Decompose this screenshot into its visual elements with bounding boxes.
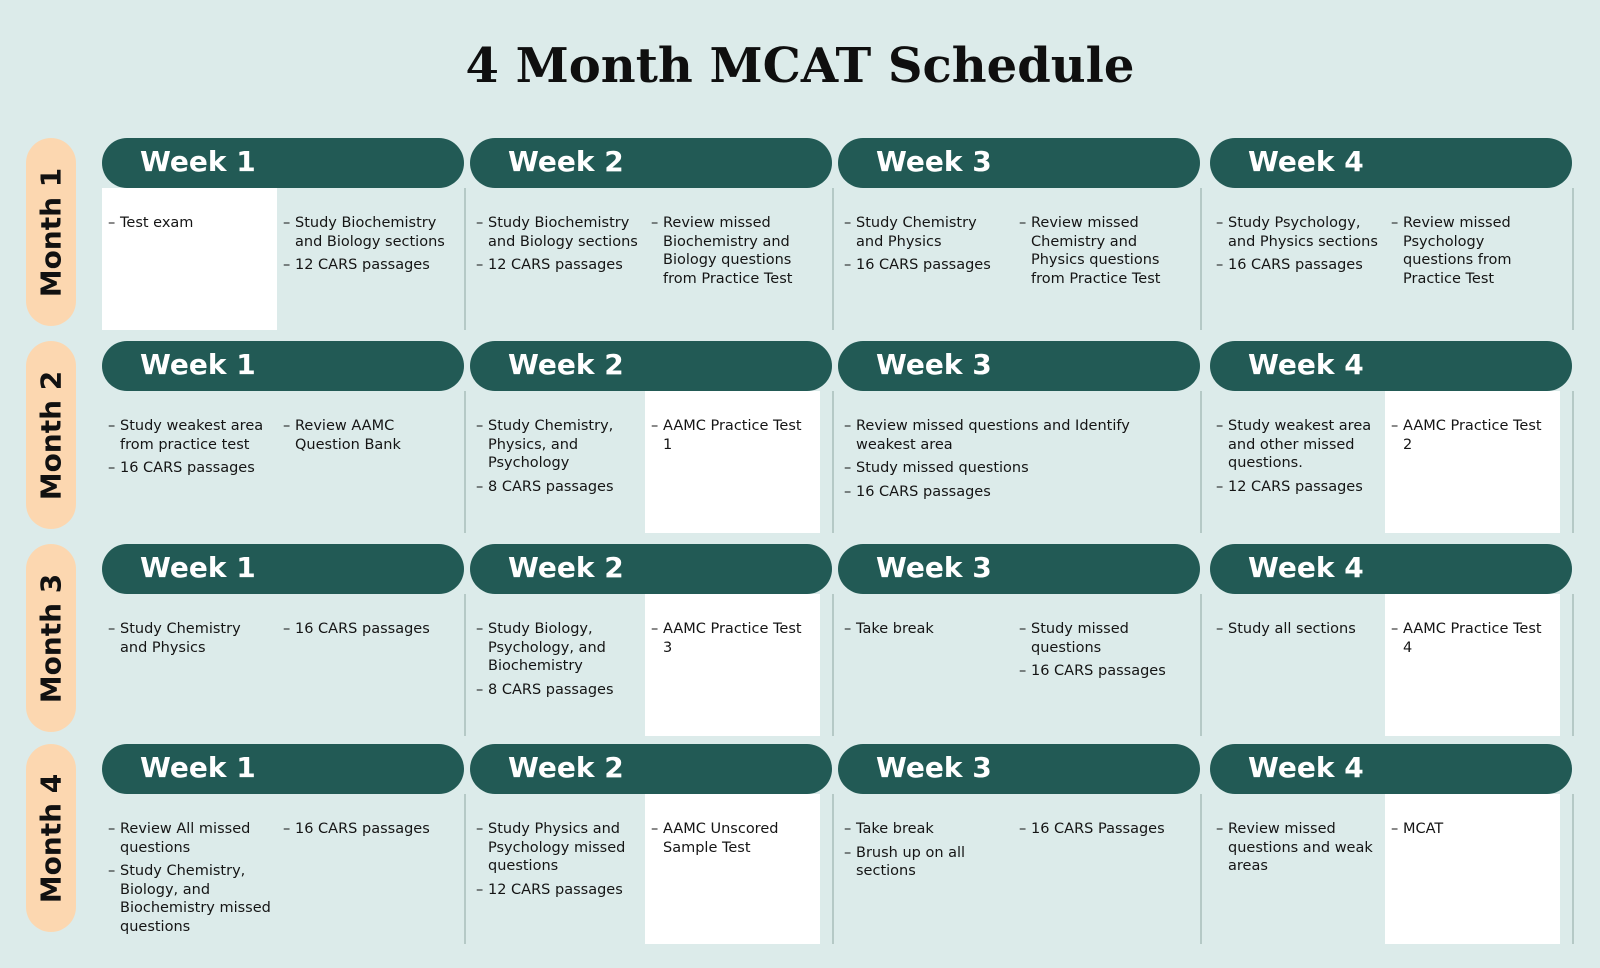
month-label-2 <box>26 341 76 529</box>
week-label: Week 1 <box>140 348 256 381</box>
week-block <box>102 138 464 273</box>
task-list <box>844 417 1194 501</box>
task-item: – Take break <box>844 820 1007 839</box>
month-label-text: Month 1 <box>34 167 68 297</box>
week-label: Week 3 <box>876 751 992 784</box>
week-label: Week 4 <box>1248 551 1364 584</box>
task-list <box>651 820 814 857</box>
week-body <box>470 188 834 330</box>
task-list <box>108 417 271 478</box>
week-label: Week 1 <box>140 145 256 178</box>
task-item: – Study Chemistry, Physics, and Psychology <box>476 417 639 473</box>
task-item: – 16 CARS passages <box>108 459 271 478</box>
task-column <box>277 391 452 533</box>
task-item: – Study Chemistry, Biology, and Biochemistry missed questions <box>108 862 271 936</box>
week-block <box>102 544 464 656</box>
task-list <box>651 417 814 454</box>
task-column <box>1013 594 1188 736</box>
week-block <box>470 744 832 898</box>
week-header <box>102 544 464 594</box>
task-column <box>102 794 277 944</box>
task-list <box>844 820 1007 881</box>
week-body <box>102 794 466 944</box>
task-list <box>1216 620 1379 639</box>
task-list <box>283 620 446 639</box>
week-block <box>838 341 1200 500</box>
task-item: – AAMC Practice Test 4 <box>1391 620 1554 657</box>
task-item: – 16 CARS passages <box>844 483 1194 502</box>
week-header <box>102 744 464 794</box>
task-column <box>470 794 645 944</box>
task-item: – 12 CARS passages <box>476 881 639 900</box>
week-block <box>102 341 464 476</box>
task-item: – Study Biology, Psychology, and Biochemistry <box>476 620 639 676</box>
highlighted-task-column <box>1385 594 1560 736</box>
month-label-text: Month 3 <box>34 573 68 703</box>
task-list <box>844 620 1007 639</box>
task-column <box>277 594 452 736</box>
task-column <box>1210 391 1385 533</box>
task-item: – 8 CARS passages <box>476 681 639 700</box>
task-list <box>1391 214 1554 288</box>
task-list <box>476 417 639 496</box>
task-list <box>1216 820 1379 876</box>
task-column <box>838 391 1200 533</box>
task-item: – AAMC Unscored Sample Test <box>651 820 814 857</box>
task-item: – Review All missed questions <box>108 820 271 857</box>
week-header <box>470 138 832 188</box>
task-column <box>1013 794 1188 944</box>
week-label: Week 4 <box>1248 145 1364 178</box>
task-item: – Study weakest area and other missed questions. <box>1216 417 1379 473</box>
week-body <box>1210 391 1574 533</box>
week-body <box>102 594 466 736</box>
week-block <box>102 744 464 935</box>
task-list <box>283 820 446 839</box>
week-label: Week 2 <box>508 751 624 784</box>
task-item: – Study weakest area from practice test <box>108 417 271 454</box>
highlighted-task-column <box>102 188 277 330</box>
task-column <box>1013 188 1188 330</box>
task-item: – 12 CARS passages <box>1216 478 1379 497</box>
task-list <box>476 820 639 899</box>
week-label: Week 2 <box>508 145 624 178</box>
task-item: – 16 CARS Passages <box>1019 820 1182 839</box>
task-item: – 12 CARS passages <box>476 256 639 275</box>
task-item: – Review missed Biochemistry and Biology questions from Practice Test <box>651 214 814 288</box>
task-list <box>476 214 639 275</box>
week-header <box>1210 138 1572 188</box>
task-item: – Study missed questions <box>844 459 1194 478</box>
task-item: – 16 CARS passages <box>1216 256 1379 275</box>
task-item: – Review missed questions and weak areas <box>1216 820 1379 876</box>
task-column <box>470 594 645 736</box>
task-column <box>838 188 1013 330</box>
task-list <box>108 620 271 657</box>
task-column <box>838 794 1013 944</box>
week-header <box>470 544 832 594</box>
week-header <box>838 341 1200 391</box>
week-label: Week 1 <box>140 751 256 784</box>
week-header <box>1210 744 1572 794</box>
task-list <box>1391 620 1554 657</box>
task-list <box>283 214 446 275</box>
task-item: – Study Physics and Psychology missed questions <box>476 820 639 876</box>
task-item: – AAMC Practice Test 3 <box>651 620 814 657</box>
task-item: – Review missed Chemistry and Physics questions from Practice Test <box>1019 214 1182 288</box>
task-column <box>1210 794 1385 944</box>
task-list <box>651 620 814 657</box>
task-list <box>108 820 271 936</box>
task-item: – AAMC Practice Test 1 <box>651 417 814 454</box>
month-label-3 <box>26 544 76 732</box>
task-list <box>1391 820 1554 839</box>
task-list <box>1019 620 1182 681</box>
week-header <box>470 341 832 391</box>
week-block <box>838 138 1200 287</box>
week-body <box>102 188 466 330</box>
highlighted-task-column <box>1385 391 1560 533</box>
task-item: – 8 CARS passages <box>476 478 639 497</box>
week-body <box>470 794 834 944</box>
week-block <box>838 744 1200 879</box>
task-item: – Review missed Psychology questions from Practice Test <box>1391 214 1554 288</box>
task-item: – Study Biochemistry and Biology sections <box>283 214 446 251</box>
task-item: – Review AAMC Question Bank <box>283 417 446 454</box>
task-item: – Study all sections <box>1216 620 1379 639</box>
month-label-text: Month 4 <box>34 773 68 903</box>
task-list <box>476 620 639 699</box>
task-column <box>470 391 645 533</box>
task-list <box>1019 214 1182 288</box>
month-label-4 <box>26 744 76 932</box>
week-label: Week 3 <box>876 551 992 584</box>
week-block <box>470 544 832 698</box>
week-header <box>838 744 1200 794</box>
task-item: – Study Biochemistry and Biology sections <box>476 214 639 251</box>
task-item: – Brush up on all sections <box>844 844 1007 881</box>
task-item: – 16 CARS passages <box>1019 662 1182 681</box>
task-column <box>277 188 452 330</box>
task-item: – Review missed questions and Identify weakest area <box>844 417 1194 454</box>
week-header <box>470 744 832 794</box>
week-header <box>102 341 464 391</box>
week-header <box>838 138 1200 188</box>
task-list <box>844 214 1007 275</box>
week-header <box>102 138 464 188</box>
month-label-1 <box>26 138 76 326</box>
week-block <box>470 341 832 495</box>
week-header <box>1210 544 1572 594</box>
highlighted-task-column <box>645 794 820 944</box>
week-label: Week 2 <box>508 348 624 381</box>
week-label: Week 2 <box>508 551 624 584</box>
week-block <box>838 544 1200 679</box>
task-column <box>838 594 1013 736</box>
week-block <box>1210 138 1572 287</box>
week-body <box>470 594 834 736</box>
task-column <box>1210 188 1385 330</box>
task-column <box>277 794 452 944</box>
week-body <box>1210 594 1574 736</box>
task-list <box>108 214 271 233</box>
week-block <box>1210 544 1572 656</box>
highlighted-task-column <box>1385 794 1560 944</box>
task-item: – Test exam <box>108 214 271 233</box>
week-header <box>838 544 1200 594</box>
task-column <box>102 391 277 533</box>
task-item: – MCAT <box>1391 820 1554 839</box>
week-label: Week 4 <box>1248 751 1364 784</box>
task-column <box>470 188 645 330</box>
task-list <box>1019 820 1182 839</box>
task-column <box>1385 188 1560 330</box>
week-block <box>1210 744 1572 874</box>
week-header <box>1210 341 1572 391</box>
week-body <box>1210 188 1574 330</box>
task-column <box>102 594 277 736</box>
highlighted-task-column <box>645 594 820 736</box>
week-label: Week 1 <box>140 551 256 584</box>
task-list <box>1391 417 1554 454</box>
week-body <box>102 391 466 533</box>
task-item: – 16 CARS passages <box>844 256 1007 275</box>
week-body <box>838 594 1202 736</box>
task-item: – Study Psychology, and Physics sections <box>1216 214 1379 251</box>
task-item: – 12 CARS passages <box>283 256 446 275</box>
task-item: – Study Chemistry and Physics <box>844 214 1007 251</box>
task-list <box>1216 417 1379 496</box>
page-title: 4 Month MCAT Schedule <box>465 38 1135 94</box>
month-label-text: Month 2 <box>34 370 68 500</box>
week-label: Week 4 <box>1248 348 1364 381</box>
week-block <box>1210 341 1572 495</box>
task-item: – 16 CARS passages <box>283 820 446 839</box>
task-item: – Take break <box>844 620 1007 639</box>
task-column <box>645 188 820 330</box>
week-body <box>838 794 1202 944</box>
task-column <box>1210 594 1385 736</box>
task-item: – Study missed questions <box>1019 620 1182 657</box>
week-label: Week 3 <box>876 145 992 178</box>
highlighted-task-column <box>645 391 820 533</box>
task-list <box>651 214 814 288</box>
task-item: – AAMC Practice Test 2 <box>1391 417 1554 454</box>
week-body <box>838 391 1202 533</box>
week-body <box>470 391 834 533</box>
week-body <box>838 188 1202 330</box>
task-item: – Study Chemistry and Physics <box>108 620 271 657</box>
task-item: – 16 CARS passages <box>283 620 446 639</box>
week-label: Week 3 <box>876 348 992 381</box>
task-list <box>283 417 446 454</box>
week-body <box>1210 794 1574 944</box>
task-list <box>1216 214 1379 275</box>
week-block <box>470 138 832 287</box>
